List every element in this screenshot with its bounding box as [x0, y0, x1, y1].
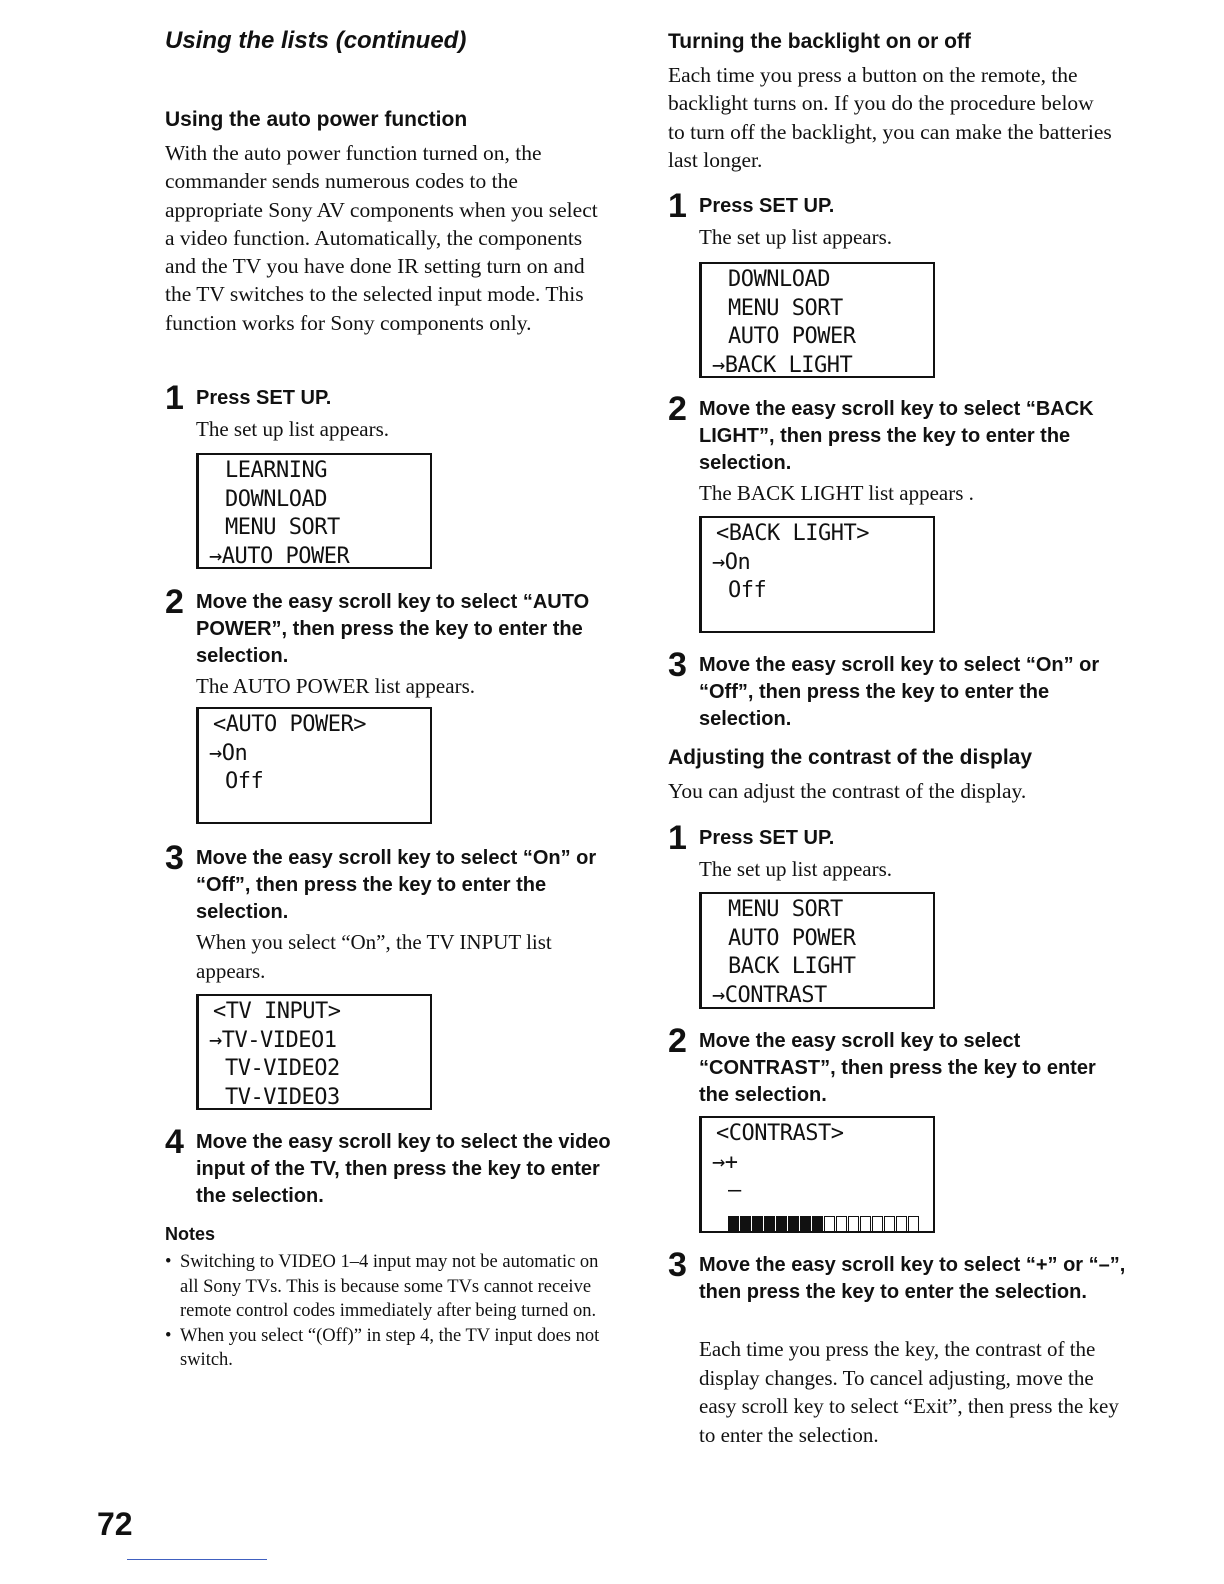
step-title: Move the easy scroll key to select “On” or “Off”, then press the key to enter the selection. — [196, 847, 597, 923]
step-number: 3 — [668, 646, 687, 684]
notes-list — [165, 1250, 605, 1373]
arrow-icon: → — [712, 549, 725, 575]
step-title: Press SET UP. — [699, 827, 835, 849]
lcd-item: MENU SORT — [728, 295, 843, 321]
lcd-setup-list — [196, 453, 432, 569]
lcd-item: Off — [225, 769, 264, 794]
lcd-item: LEARNING — [225, 458, 327, 483]
lcd-item-selected: →TV-VIDEO1 — [209, 1027, 337, 1053]
step-number: 4 — [165, 1123, 184, 1161]
lcd-title: <AUTO POWER> — [213, 712, 366, 737]
lcd-item-selected: →On — [712, 549, 751, 575]
contrast-intro: You can adjust the contrast of the display. — [668, 779, 1027, 803]
arrow-icon: → — [712, 1149, 725, 1175]
lcd-item: – — [728, 1178, 741, 1203]
step-number: 1 — [668, 187, 687, 225]
section-title-auto-power: Using the auto power function — [165, 108, 468, 131]
step-description: The set up list appears. — [699, 857, 893, 881]
step-title: Move the easy scroll key to select “CONTRAST”, then press the key to enter the selection. — [699, 1030, 1096, 1106]
lcd-item: BACK LIGHT — [728, 954, 856, 979]
lcd-title: <BACK LIGHT> — [716, 521, 869, 546]
step-description: Each time you press the key, the contrast of the display changes. To cancel adjusting, move the easy scroll key to select “Exit”, then press the key to enter the selection. — [699, 1337, 1119, 1447]
section-title-contrast: Adjusting the contrast of the display — [668, 746, 1033, 769]
step-description: The BACK LIGHT list appears . — [699, 481, 974, 505]
arrow-icon: → — [712, 982, 725, 1008]
note-item: • Switching to VIDEO 1–4 input may not be automatic on all Sony TVs. This is because some TVs cannot receive remote control codes immediately after being turned on. — [165, 1250, 605, 1324]
lcd-setup-list — [699, 262, 935, 378]
step-number: 2 — [668, 390, 687, 428]
contrast-segment-empty — [848, 1216, 859, 1232]
lcd-item: MENU SORT — [728, 897, 843, 922]
step-number: 3 — [668, 1246, 687, 1284]
contrast-segment-empty — [836, 1216, 847, 1232]
lcd-tv-input-list — [196, 994, 432, 1110]
contrast-segment-empty — [872, 1216, 883, 1232]
lcd-item-selected: →CONTRAST — [712, 982, 827, 1008]
contrast-segment-filled — [752, 1216, 763, 1232]
step-description: The set up list appears. — [196, 417, 390, 441]
step-number: 3 — [165, 839, 184, 877]
step-number: 2 — [668, 1022, 687, 1060]
lcd-item: Off — [728, 578, 767, 603]
contrast-segment-filled — [776, 1216, 787, 1232]
contrast-level-bar — [702, 1206, 933, 1234]
section-title-backlight: Turning the backlight on or off — [668, 30, 971, 53]
step-title: Press SET UP. — [196, 387, 332, 409]
step-description: The AUTO POWER list appears. — [196, 674, 475, 698]
step-title: Move the easy scroll key to select “AUTO POWER”, then press the key to enter the selection. — [196, 591, 590, 667]
note-item: • When you select “(Off)” in step 4, the TV input does not switch. — [165, 1324, 605, 1373]
auto-power-intro: With the auto power function turned on, the commander sends numerous codes to the appropriate Sony AV components when you select a video function. Automatically, the components and the TV you have done IR setting turn on and the TV switches to the selected input mode. This function works for Sony components only. — [165, 141, 598, 335]
lcd-contrast-list — [699, 1116, 935, 1233]
contrast-segment-filled — [740, 1216, 751, 1232]
running-head: Using the lists (continued) — [165, 27, 467, 54]
contrast-segment-empty — [908, 1216, 919, 1232]
step-number: 2 — [165, 583, 184, 621]
contrast-segment-filled — [764, 1216, 775, 1232]
contrast-segment-empty — [884, 1216, 895, 1232]
lcd-item: DOWNLOAD — [225, 486, 327, 512]
arrow-icon: → — [209, 1027, 222, 1053]
step-title: Move the easy scroll key to select the video input of the TV, then press the key to enter the selection. — [196, 1131, 611, 1207]
lcd-item: AUTO POWER — [728, 324, 856, 349]
lcd-item: TV-VIDEO3 — [225, 1084, 340, 1110]
step-number: 1 — [165, 379, 184, 417]
step-title: Move the easy scroll key to select “BACK LIGHT”, then press the key to enter the selection. — [699, 398, 1094, 474]
lcd-title: <TV INPUT> — [213, 999, 341, 1024]
contrast-segment-filled — [788, 1216, 799, 1232]
arrow-icon: → — [209, 740, 222, 766]
lcd-backlight-list — [699, 516, 935, 633]
backlight-intro: Each time you press a button on the remote, the backlight turns on. If you do the procedure below to turn off the backlight, you can make the batteries last longer. — [668, 63, 1112, 172]
step-number: 1 — [668, 819, 687, 857]
lcd-item: MENU SORT — [225, 515, 340, 540]
lcd-item-selected: →On — [209, 740, 248, 766]
step-title: Move the easy scroll key to select “+” or “–”, then press the key to enter the selection. — [699, 1254, 1126, 1303]
contrast-segment-filled — [800, 1216, 811, 1232]
notes-heading: Notes — [165, 1224, 216, 1244]
arrow-icon: → — [209, 543, 222, 569]
lcd-item: AUTO POWER — [728, 925, 856, 951]
contrast-segment-filled — [728, 1216, 739, 1232]
contrast-segment-empty — [860, 1216, 871, 1232]
lcd-item: DOWNLOAD — [728, 267, 830, 292]
lcd-item-selected: →AUTO POWER — [209, 543, 350, 569]
lcd-title: <CONTRAST> — [716, 1121, 844, 1146]
page-number: 72 — [97, 1506, 133, 1542]
step-description: The set up list appears. — [699, 225, 893, 249]
step-title: Press SET UP. — [699, 195, 835, 217]
step-title: Move the easy scroll key to select “On” or “Off”, then press the key to enter the selection. — [699, 654, 1100, 730]
step-description: When you select “On”, the TV INPUT list appears. — [196, 930, 552, 983]
arrow-icon: → — [712, 352, 725, 378]
footer-rule — [127, 1559, 267, 1560]
contrast-segment-empty — [824, 1216, 835, 1232]
lcd-item: TV-VIDEO2 — [225, 1056, 340, 1081]
contrast-segment-empty — [896, 1216, 907, 1232]
lcd-item-selected: →+ — [712, 1149, 738, 1175]
lcd-setup-list — [699, 892, 935, 1009]
contrast-segment-filled — [812, 1216, 823, 1232]
lcd-item-selected: →BACK LIGHT — [712, 352, 853, 378]
lcd-auto-power-list — [196, 707, 432, 824]
